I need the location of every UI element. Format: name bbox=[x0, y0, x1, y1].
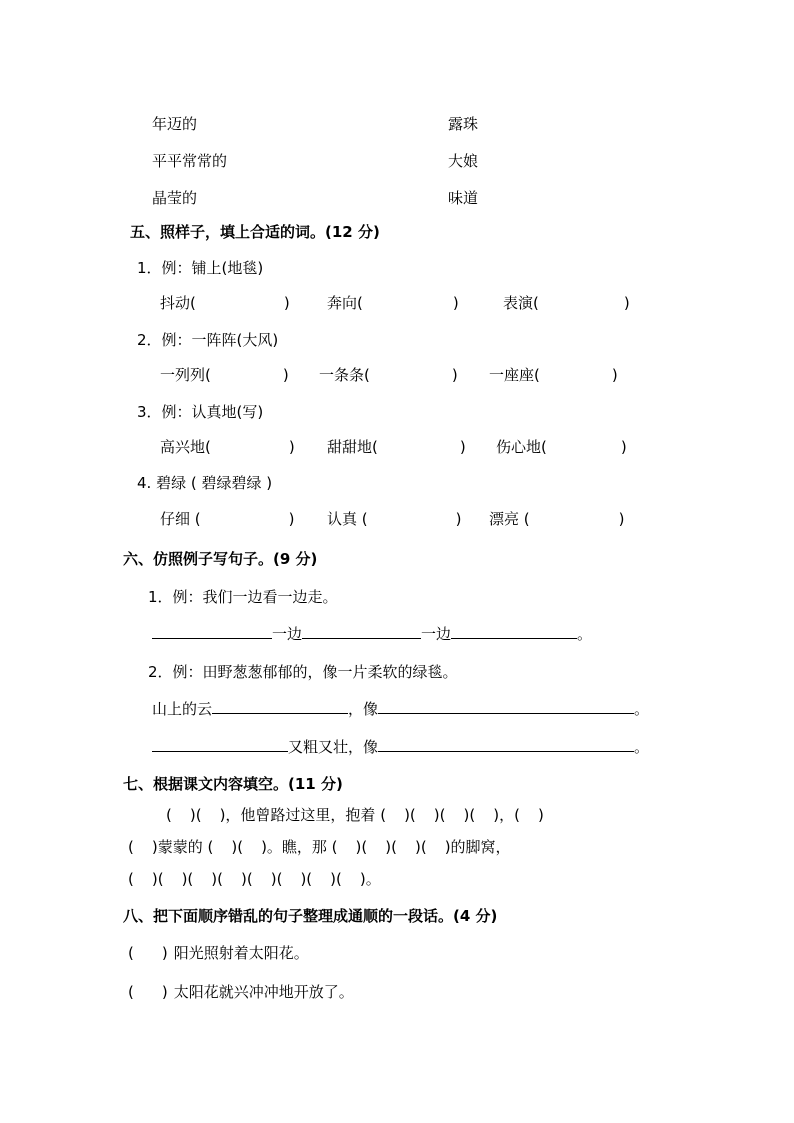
match-left-1: 年迈的 bbox=[152, 115, 198, 133]
section-8-title: 八、把下面顺序错乱的句子整理成通顺的一段话。(4 分) bbox=[123, 907, 498, 925]
s8-item-2: ( ) 太阳花就兴冲冲地开放了。 bbox=[128, 983, 354, 1001]
s5-q1-example: 1．例：铺上(地毯) bbox=[137, 259, 264, 277]
section-7-title: 七、根据课文内容填空。(11 分) bbox=[123, 775, 343, 793]
match-right-2: 大娘 bbox=[448, 152, 479, 170]
s5-q4-example: 4. 碧绿 ( 碧绿碧绿 ) bbox=[137, 474, 273, 492]
s5-q4-item-3: 漂亮 ( ) bbox=[489, 510, 625, 528]
s7-line-1: ( )( )，他曾路过这里，抱着 ( )( )( )( )，( ) bbox=[166, 806, 544, 824]
match-right-3: 味道 bbox=[448, 189, 479, 207]
s5-q3-item-1: 高兴地( ) bbox=[160, 438, 295, 456]
match-left-2: 平平常常的 bbox=[152, 152, 228, 170]
s5-q1-item-3: 表演( ) bbox=[503, 294, 630, 312]
s5-q3-item-3: 伤心地( ) bbox=[496, 438, 627, 456]
s6-q1-example: 1．例：我们一边看一边走。 bbox=[148, 588, 338, 606]
match-right-1: 露珠 bbox=[448, 115, 479, 133]
section-6-title: 六、仿照例子写句子。(9 分) bbox=[123, 550, 318, 568]
s6-q2-answer-line-1[interactable]: 山上的云 ，像 。 bbox=[152, 700, 650, 718]
s6-q2-answer-line-2[interactable]: 又粗又壮，像 。 bbox=[152, 737, 649, 757]
s5-q3-example: 3．例：认真地(写) bbox=[137, 403, 264, 421]
s5-q2-item-2: 一条条( ) bbox=[319, 366, 458, 384]
s5-q2-example: 2．例：一阵阵(大风) bbox=[137, 331, 279, 349]
s5-q4-item-1: 仔细 ( ) bbox=[160, 510, 295, 528]
s8-item-1: ( ) 阳光照射着太阳花。 bbox=[128, 944, 309, 962]
s5-q2-item-1: 一列列( ) bbox=[160, 366, 289, 384]
s5-q2-item-3: 一座座( ) bbox=[489, 366, 618, 384]
s5-q1-item-1: 抖动( ) bbox=[160, 294, 290, 312]
s5-q4-item-2: 认真 ( ) bbox=[327, 510, 462, 528]
s5-q1-item-2: 奔向( ) bbox=[327, 294, 459, 312]
section-5-title: 五、照样子，填上合适的词。(12 分) bbox=[130, 223, 380, 241]
s6-q2-example: 2．例：田野葱葱郁郁的，像一片柔软的绿毯。 bbox=[148, 663, 458, 681]
s6-q1-answer-line[interactable]: 一边 一边 。 bbox=[152, 624, 592, 644]
s7-line-2: ( )蒙蒙的 ( )( )。瞧，那 ( )( )( )( )的脚窝， bbox=[128, 838, 511, 856]
s5-q3-item-2: 甜甜地( ) bbox=[327, 438, 466, 456]
s7-line-3: ( )( )( )( )( )( )( )( )。 bbox=[128, 870, 381, 888]
match-left-3: 晶莹的 bbox=[152, 189, 198, 207]
